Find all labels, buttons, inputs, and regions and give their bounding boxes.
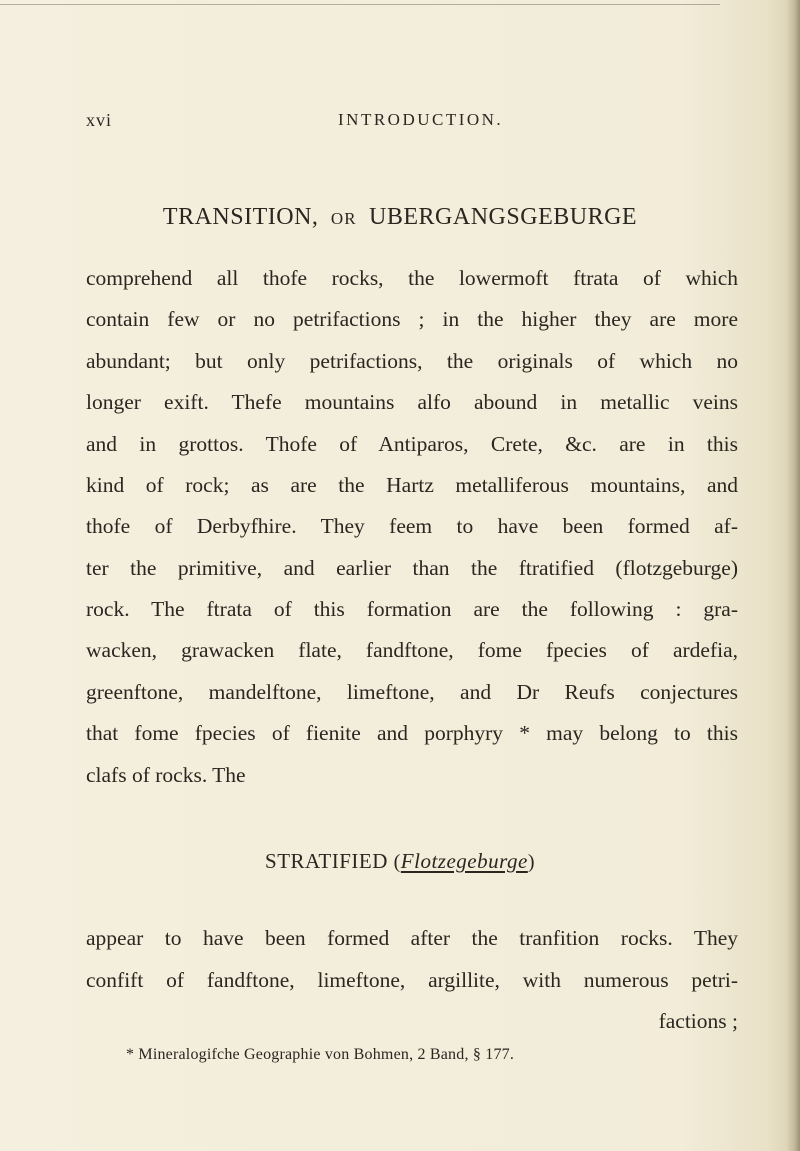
body-line: clafs of rocks. The bbox=[86, 763, 246, 787]
section-heading-stratified: STRATIFIED (Flotzegeburge) bbox=[265, 849, 535, 873]
page-edge-shadow bbox=[786, 0, 800, 1151]
body-line: confift of fandftone, limeftone, argillite, with numerous petri- bbox=[86, 968, 738, 992]
body-line: greenftone, mandelftone, limeftone, and Dr Reufs conjectures bbox=[86, 680, 738, 704]
body-line: ter the primitive, and earlier than the ftratified (flotzgeburge) bbox=[86, 556, 738, 580]
catchword-line: factions ; bbox=[658, 1009, 738, 1033]
body-line: longer exift. Thefe mountains alfo abound in metallic veins bbox=[86, 390, 738, 414]
body-line: comprehend all thofe rocks, the lowermoft ftrata of which bbox=[86, 266, 738, 290]
heading-stratified: STRATIFIED bbox=[265, 849, 388, 873]
body-line: that fome fpecies of fienite and porphyry * may belong to this bbox=[86, 721, 738, 745]
footnote: * Mineralogifche Geographie von Bohmen, 2 Band, § 177. bbox=[126, 1046, 515, 1063]
section-heading-transition bbox=[0, 204, 800, 231]
heading-ubergangsgeburge: UBERGANGSGEBURGE bbox=[369, 204, 638, 230]
body-line: thofe of Derbyfhire. They feem to have been formed af- bbox=[86, 514, 738, 538]
heading-flotzegeburge: Flotzegeburge bbox=[400, 849, 528, 873]
running-title: INTRODUCTION. bbox=[338, 110, 504, 129]
body-line: and in grottos. Thofe of Antiparos, Crete, &c. are in this bbox=[86, 432, 738, 456]
body-line: rock. The ftrata of this formation are the following : gra- bbox=[86, 597, 738, 621]
page-number: xvi bbox=[86, 110, 113, 130]
body-line: kind of rock; as are the Hartz metalliferous mountains, and bbox=[86, 473, 738, 497]
body-line: contain few or no petrifactions ; in the higher they are more bbox=[86, 307, 738, 331]
heading-or: OR bbox=[330, 209, 357, 228]
top-rule bbox=[0, 4, 720, 5]
heading-transition: TRANSITION, bbox=[162, 204, 319, 230]
body-line: appear to have been formed after the tranfition rocks. They bbox=[86, 926, 738, 950]
body-line: wacken, grawacken flate, fandftone, fome fpecies of ardefia, bbox=[86, 638, 738, 662]
running-head bbox=[0, 110, 800, 134]
body-line: abundant; but only petrifactions, the originals of which no bbox=[86, 349, 738, 373]
